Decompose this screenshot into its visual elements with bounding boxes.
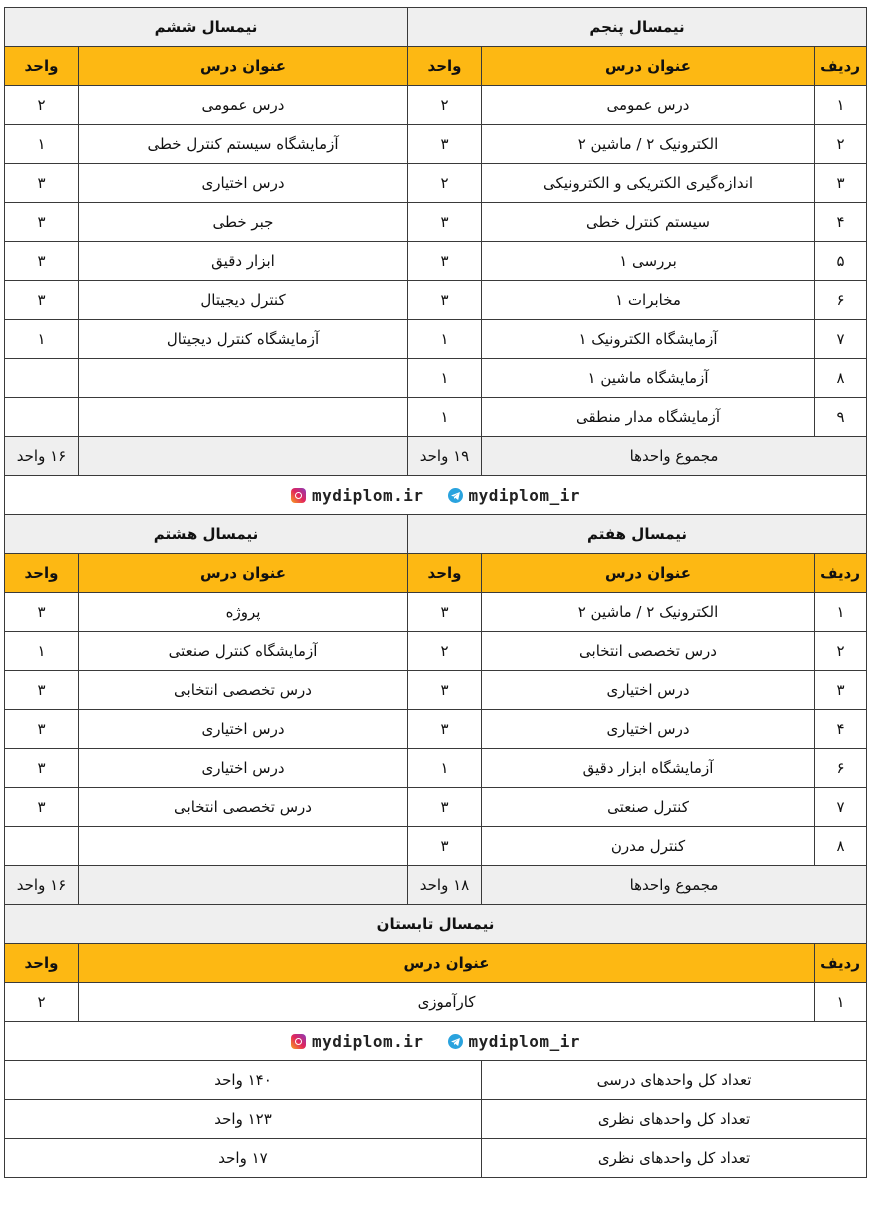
course-units: ۳ (5, 164, 79, 203)
total-seventh: ۱۸ واحد (408, 866, 482, 905)
row-number: ۷ (815, 788, 867, 827)
totals-row (5, 1139, 867, 1178)
course-title: مخابرات ۱ (482, 281, 815, 320)
course-units: ۱ (408, 749, 482, 788)
table-row (5, 203, 867, 242)
summer-row-number: ۱ (815, 983, 867, 1022)
total-value: ۱۴۰ واحد (5, 1061, 482, 1100)
row-number: ۲ (815, 632, 867, 671)
course-title: درس اختیاری (79, 710, 408, 749)
course-units: ۲ (408, 632, 482, 671)
course-title: آزمایشگاه ماشین ۱ (482, 359, 815, 398)
course-title (79, 827, 408, 866)
course-title: آزمایشگاه ابزار دقیق (482, 749, 815, 788)
table-row (5, 827, 867, 866)
course-title: آزمایشگاه سیستم کنترل خطی (79, 125, 408, 164)
telegram-link[interactable] (448, 486, 580, 505)
telegram-handle: mydiplom_ir (468, 486, 580, 505)
summer-row (5, 983, 867, 1022)
course-title: الکترونیک ۲ / ماشین ۲ (482, 125, 815, 164)
sum-label: مجموع واحدها (482, 437, 867, 476)
semester-title-fifth: نیمسال پنجم (408, 8, 867, 47)
header-row: ردیف (815, 554, 867, 593)
row-number: ۶ (815, 749, 867, 788)
course-units (5, 398, 79, 437)
header-row: ردیف (815, 47, 867, 86)
total-label: تعداد کل واحدهای نظری (482, 1139, 867, 1178)
table-row (5, 398, 867, 437)
totals-row (5, 1100, 867, 1139)
course-units: ۳ (5, 671, 79, 710)
curriculum-table (4, 7, 867, 1178)
social-footer (5, 1022, 867, 1061)
summer-units: ۲ (5, 983, 79, 1022)
instagram-link[interactable] (291, 1032, 423, 1051)
row-number: ۸ (815, 827, 867, 866)
summer-header-row (5, 944, 867, 983)
semester-title-summer: نیمسال تابستان (5, 905, 867, 944)
table-row (5, 281, 867, 320)
total-value: ۱۲۳ واحد (5, 1100, 482, 1139)
course-units: ۳ (5, 242, 79, 281)
instagram-icon (291, 488, 306, 503)
course-units: ۱ (5, 125, 79, 164)
header-units: واحد (5, 944, 79, 983)
course-units: ۳ (408, 593, 482, 632)
block2-body (5, 515, 867, 866)
course-title: اندازه‌گیری الکتریکی و الکترونیکی (482, 164, 815, 203)
course-title: ابزار دقیق (79, 242, 408, 281)
total-value: ۱۷ واحد (5, 1139, 482, 1178)
header-row: ردیف (815, 944, 867, 983)
header-course: عنوان درس (482, 47, 815, 86)
course-units: ۳ (5, 710, 79, 749)
sum-label: مجموع واحدها (482, 866, 867, 905)
header-course: عنوان درس (482, 554, 815, 593)
course-units: ۳ (5, 203, 79, 242)
row-number: ۳ (815, 671, 867, 710)
social-row (5, 1022, 867, 1061)
course-units: ۱ (408, 320, 482, 359)
table-row (5, 164, 867, 203)
course-title: درس اختیاری (482, 710, 815, 749)
summer-title-row (5, 905, 867, 944)
block1-sum-row (5, 437, 867, 476)
course-units: ۱ (408, 359, 482, 398)
header-course: عنوان درس (79, 47, 408, 86)
table-row (5, 86, 867, 125)
instagram-link[interactable] (291, 486, 423, 505)
course-title (79, 359, 408, 398)
sum-spacer (79, 866, 408, 905)
block1-body (5, 8, 867, 437)
course-title: الکترونیک ۲ / ماشین ۲ (482, 593, 815, 632)
course-title: درس اختیاری (79, 749, 408, 788)
course-units: ۳ (408, 671, 482, 710)
course-units: ۳ (408, 242, 482, 281)
course-title: پروژه (79, 593, 408, 632)
total-eighth: ۱۶ واحد (5, 866, 79, 905)
course-title: آزمایشگاه الکترونیک ۱ (482, 320, 815, 359)
course-units: ۳ (408, 827, 482, 866)
block2-title-row (5, 515, 867, 554)
row-number: ۴ (815, 203, 867, 242)
course-units: ۳ (408, 281, 482, 320)
course-title: آزمایشگاه کنترل دیجیتال (79, 320, 408, 359)
instagram-handle: mydiplom.ir (312, 1032, 424, 1051)
table-row (5, 125, 867, 164)
course-units: ۳ (408, 788, 482, 827)
course-units: ۳ (5, 749, 79, 788)
table-row (5, 788, 867, 827)
header-units: واحد (408, 47, 482, 86)
course-title (79, 398, 408, 437)
header-units: واحد (5, 47, 79, 86)
course-title: آزمایشگاه کنترل صنعتی (79, 632, 408, 671)
table-row (5, 242, 867, 281)
course-units: ۳ (5, 788, 79, 827)
course-title: درس عمومی (79, 86, 408, 125)
course-units: ۳ (5, 593, 79, 632)
block2-sum-row (5, 866, 867, 905)
course-units: ۱ (5, 632, 79, 671)
telegram-icon (448, 488, 463, 503)
telegram-handle: mydiplom_ir (468, 1032, 580, 1051)
total-fifth: ۱۹ واحد (408, 437, 482, 476)
course-title: درس عمومی (482, 86, 815, 125)
course-title: کنترل صنعتی (482, 788, 815, 827)
course-title: جبر خطی (79, 203, 408, 242)
block1-title-row (5, 8, 867, 47)
row-number: ۱ (815, 86, 867, 125)
course-title: کنترل مدرن (482, 827, 815, 866)
header-units: واحد (408, 554, 482, 593)
table-row (5, 359, 867, 398)
course-units: ۳ (408, 125, 482, 164)
course-units (5, 359, 79, 398)
block1-header-row (5, 47, 867, 86)
row-number: ۳ (815, 164, 867, 203)
semester-title-sixth: نیمسال ششم (5, 8, 408, 47)
course-units: ۱ (408, 398, 482, 437)
course-title: درس اختیاری (79, 164, 408, 203)
summer-course: کارآموزی (79, 983, 815, 1022)
course-title: درس تخصصی انتخابی (482, 632, 815, 671)
course-title: درس تخصصی انتخابی (79, 671, 408, 710)
table-row (5, 710, 867, 749)
block2-header-row (5, 554, 867, 593)
block2-sum-body (5, 866, 867, 1178)
course-title: سیستم کنترل خطی (482, 203, 815, 242)
row-number: ۴ (815, 710, 867, 749)
header-course: عنوان درس (79, 944, 815, 983)
header-units: واحد (5, 554, 79, 593)
course-title: درس اختیاری (482, 671, 815, 710)
telegram-link[interactable] (448, 1032, 580, 1051)
instagram-icon (291, 1034, 306, 1049)
table-row (5, 671, 867, 710)
course-units: ۲ (5, 86, 79, 125)
course-units: ۳ (5, 281, 79, 320)
semester-title-seventh: نیمسال هفتم (408, 515, 867, 554)
row-number: ۵ (815, 242, 867, 281)
telegram-icon (448, 1034, 463, 1049)
course-units (5, 827, 79, 866)
course-units: ۲ (408, 164, 482, 203)
row-number: ۲ (815, 125, 867, 164)
table-row (5, 593, 867, 632)
course-title: درس تخصصی انتخابی (79, 788, 408, 827)
course-units: ۲ (408, 86, 482, 125)
social-row (5, 476, 867, 515)
social-footer (5, 476, 867, 515)
row-number: ۹ (815, 398, 867, 437)
social-links (291, 1032, 580, 1051)
row-number: ۶ (815, 281, 867, 320)
sum-spacer (79, 437, 408, 476)
total-label: تعداد کل واحدهای نظری (482, 1100, 867, 1139)
row-number: ۷ (815, 320, 867, 359)
course-title: آزمایشگاه مدار منطقی (482, 398, 815, 437)
course-units: ۳ (408, 203, 482, 242)
curriculum-page (4, 7, 866, 1178)
total-sixth: ۱۶ واحد (5, 437, 79, 476)
row-number: ۱ (815, 593, 867, 632)
total-label: تعداد کل واحدهای درسی (482, 1061, 867, 1100)
header-course: عنوان درس (79, 554, 408, 593)
row-number: ۸ (815, 359, 867, 398)
block1-sum-body (5, 437, 867, 515)
table-row (5, 320, 867, 359)
course-title: بررسی ۱ (482, 242, 815, 281)
table-row (5, 632, 867, 671)
totals-row (5, 1061, 867, 1100)
social-links (291, 486, 580, 505)
course-units: ۱ (5, 320, 79, 359)
table-row (5, 749, 867, 788)
course-units: ۳ (408, 710, 482, 749)
instagram-handle: mydiplom.ir (312, 486, 424, 505)
semester-title-eighth: نیمسال هشتم (5, 515, 408, 554)
course-title: کنترل دیجیتال (79, 281, 408, 320)
